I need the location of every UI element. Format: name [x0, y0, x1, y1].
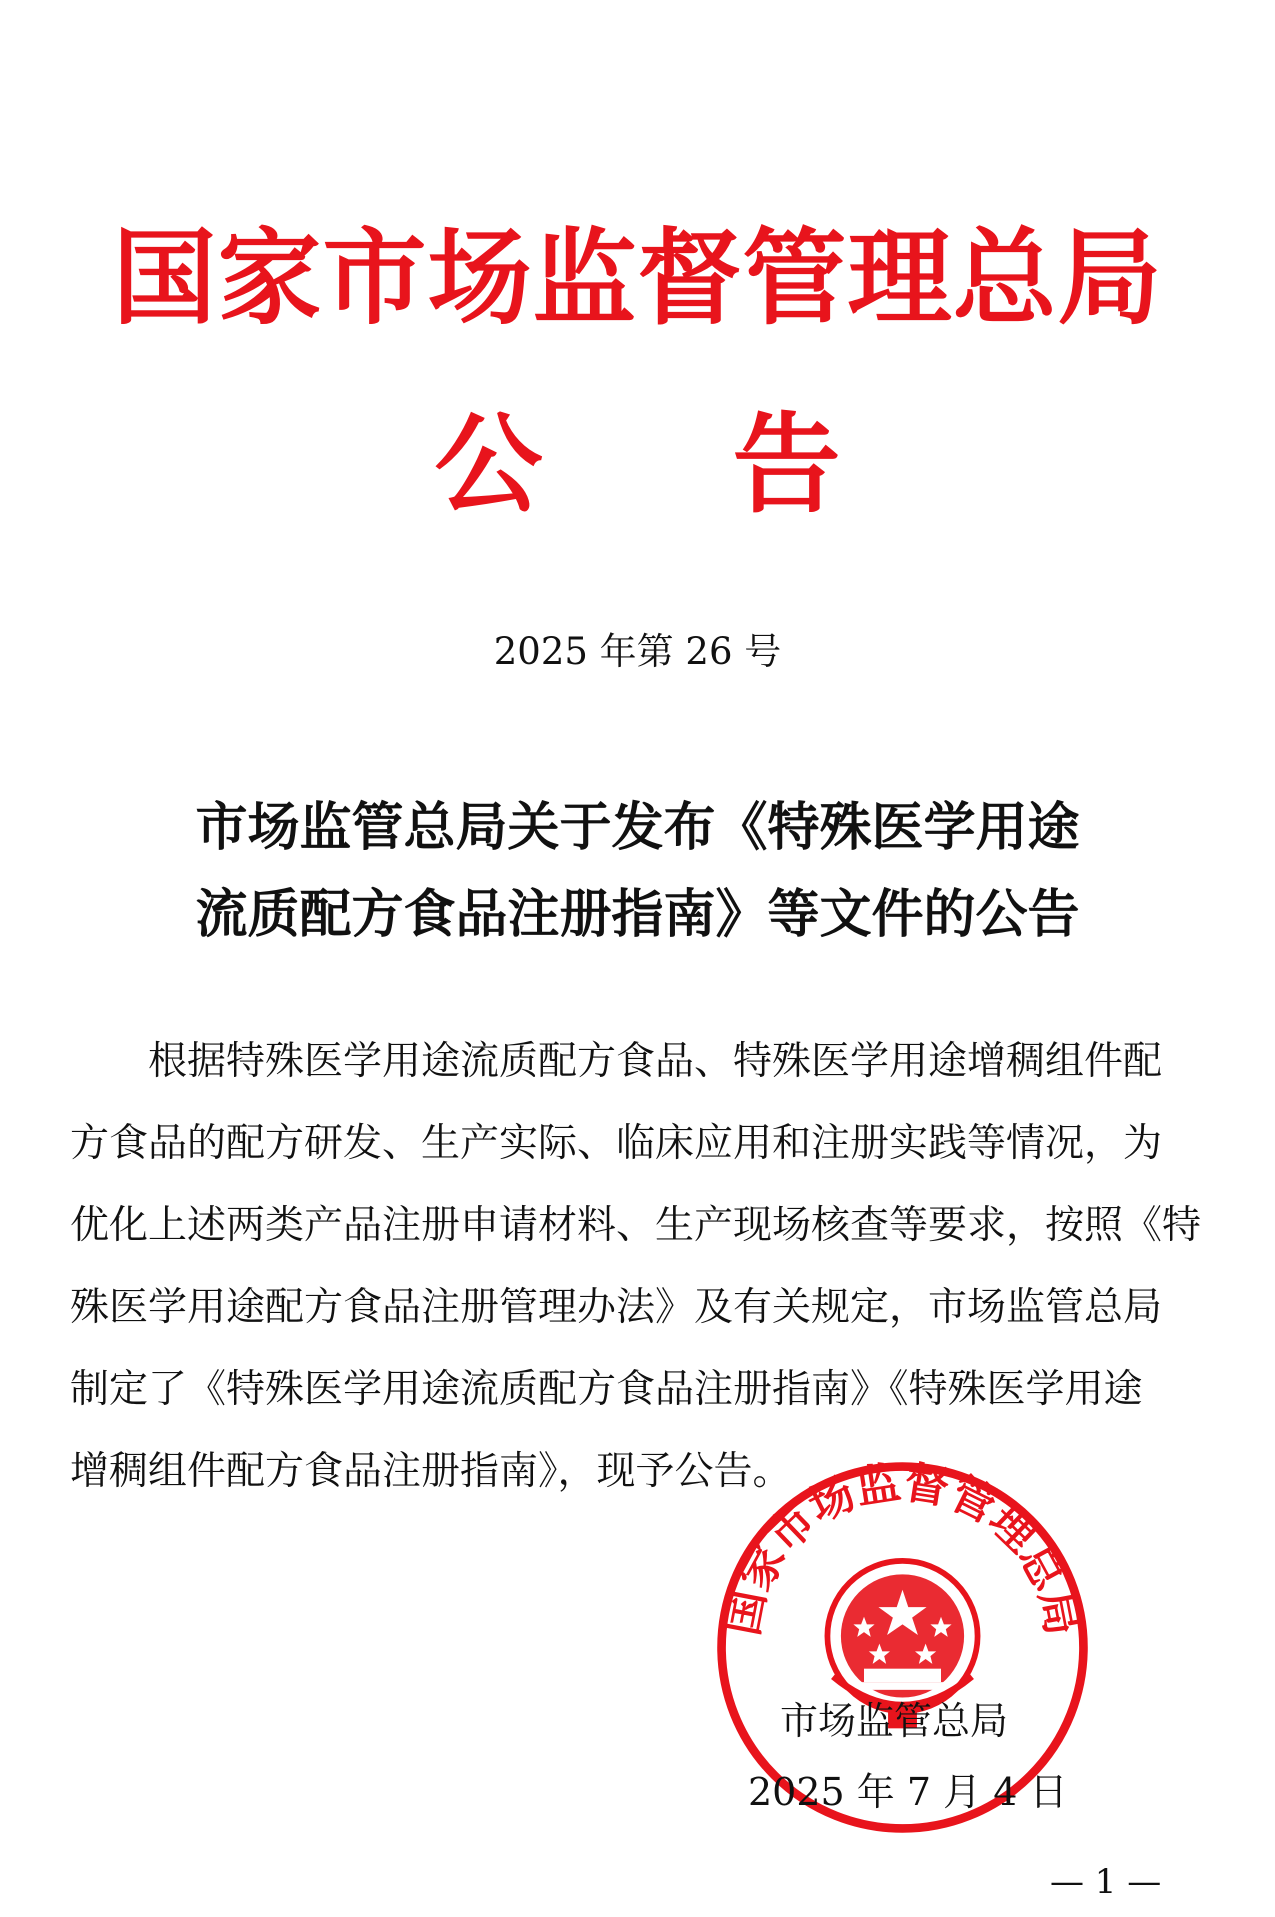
signature-date: 2025 年 7 月 4 日 [748, 1770, 1068, 1814]
page-number: — 1 — [1050, 1862, 1162, 1902]
document-type [0, 402, 1275, 528]
body-line: 制定了《特殊医学用途流质配方食品注册指南》《特殊医学用途 [70, 1367, 1143, 1412]
document-number: 2025 年第 26 号 [493, 630, 782, 673]
body-line: 根据特殊医学用途流质配方食品、特殊医学用途增稠组件配 [70, 1039, 1163, 1084]
document-type-char-2: 告 [732, 402, 841, 528]
body-line: 方食品的配方研发、生产实际、临床应用和注册实践等情况，为 [70, 1121, 1163, 1166]
body-line: 殊医学用途配方食品注册管理办法》及有关规定，市场监管总局 [70, 1285, 1163, 1330]
document-type-char-1: 公 [434, 402, 543, 528]
document-title-line-1: 市场监管总局关于发布《特殊医学用途 [195, 797, 1080, 858]
body-line: 增稠组件配方食品注册指南》，现予公告。 [70, 1449, 792, 1494]
seal-text-path: 国家市场监督管理总局 [717, 1457, 1088, 1640]
signature-organization: 市场监管总局 [780, 1699, 1009, 1743]
agency-name: 国家市场监督管理总局 [112, 216, 1163, 339]
body-line: 优化上述两类产品注册申请材料、生产现场核查等要求，按照《特 [70, 1203, 1202, 1248]
document-title-line-2: 流质配方食品注册指南》等文件的公告 [195, 884, 1080, 945]
